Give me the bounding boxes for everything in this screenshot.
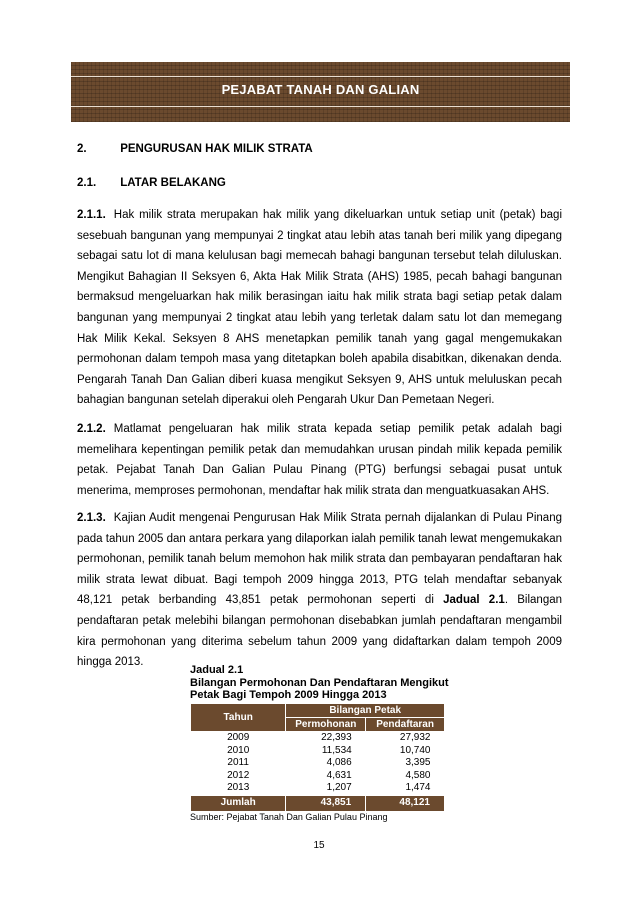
paragraph-text: Kajian Audit mengenai Pengurusan Hak Milik Strata pernah dijalankan di Pulau Pinang pada tahun 2005 dan antara perkara yang dilaporkan ialah pemilik tanah lewat mengemukakan permohonan, pemilik tanah belum memohon hak milik strata dan pembayaran pendaftaran hak milik strata lewat dibuat. Bagi tempoh 2009 hingga 2013, PTG telah mendaftar sebanyak 48,121 petak berbanding 43,851 petak permohonan seperti di bbox=[77, 512, 562, 607]
paragraph-number: 2.1.3. bbox=[77, 512, 106, 524]
data-table bbox=[190, 703, 445, 812]
cell-applications: 1,207 bbox=[326, 782, 352, 793]
paragraph-text: Hak milik strata merupakan hak milik yang dikeluarkan untuk setiap unit (petak) bagi sesebuah bangunan yang mempunyai 2 tingkat atau lebih atas tanah beri milik yang dipegang sebagai satu lot di mana kelulusan bagi memecah bahagi bangunan tersebut telah diluluskan. Mengikut Bahagian II Seksyen 6, Akta Hak Milik Strata (AHS) 1985, pecah bahagi bangunan bermaksud mengeluarkan hak milik berasingan iaitu hak milik strata bagi setiap petak dalam bangunan yang mempunyai 2 tingkat atau lebih yang terletak dalam satu lot dan memegang Hak Milik Kekal. Seksyen 8 AHS menetapkan pemilik tanah yang gagal mengemukakan permohonan dalam tempoh masa yang ditetapkan boleh apabila disabitkan, dikenakan denda. Pengarah Tanah Dan Galian diberi kuasa mengikut Seksyen 9, AHS untuk meluluskan pecah bahagian bangunan setelah diperakui oleh Pengarah Ukur Dan Pemetaan Negeri. bbox=[77, 209, 562, 407]
cell-year: 2009 bbox=[227, 732, 250, 743]
cell-registrations: 3,395 bbox=[405, 757, 431, 768]
table-row bbox=[191, 732, 445, 745]
table-row bbox=[191, 745, 445, 758]
table-caption-title-1: Bilangan Permohonan Dan Pendaftaran Mengikut bbox=[190, 676, 449, 689]
total-applications: 43,851 bbox=[286, 795, 366, 811]
cell-year: 2013 bbox=[227, 782, 250, 793]
banner-title: PEJABAT TANAH DAN GALIAN bbox=[221, 82, 420, 97]
banner-rule-bottom bbox=[71, 106, 570, 107]
header-registrations: Pendaftaran bbox=[366, 718, 445, 732]
paragraph-text: Matlamat pengeluaran hak milik strata kepada setiap pemilik petak adalah bagi memelihara kepentingan pemilik petak dan memudahkan urusan pindah milik kepada pemilik petak. Pejabat Tanah Dan Galian Pulau Pinang (PTG) berfungsi sebagai pusat untuk menerima, memproses permohonan, mendaftar hak milik strata dan menguatkuasakan AHS. bbox=[77, 423, 562, 497]
subsection-title: LATAR BELAKANG bbox=[120, 177, 226, 189]
cell-registrations: 4,580 bbox=[405, 769, 431, 781]
banner-rule-top bbox=[71, 76, 570, 77]
total-label: Jumlah bbox=[191, 795, 286, 811]
cell-registrations: 1,474 bbox=[405, 782, 431, 793]
header-year: Tahun bbox=[191, 704, 286, 732]
cell-year: 2011 bbox=[227, 757, 249, 768]
cell-year: 2012 bbox=[227, 769, 250, 781]
paragraph-number: 2.1.1. bbox=[77, 209, 106, 221]
cell-applications: 11,534 bbox=[321, 744, 352, 756]
table-row bbox=[191, 770, 445, 783]
cell-applications: 22,393 bbox=[321, 732, 352, 743]
cell-applications: 4,631 bbox=[326, 769, 352, 781]
cell-registrations: 27,932 bbox=[399, 732, 431, 743]
header-applications: Permohonan bbox=[286, 718, 366, 732]
subsection-heading bbox=[77, 177, 226, 189]
header-banner bbox=[71, 62, 570, 122]
table-reference: Jadual 2.1 bbox=[443, 594, 505, 607]
paragraph-number: 2.1.2. bbox=[77, 423, 106, 435]
header-group: Bilangan Petak bbox=[286, 704, 445, 718]
table-caption bbox=[190, 664, 449, 702]
table-row bbox=[191, 757, 445, 770]
cell-registrations: 10,740 bbox=[399, 744, 431, 756]
table-row bbox=[191, 782, 445, 795]
paragraph-text-cont: . Bilangan pendaftaran petak melebihi bilangan permohonan disebabkan jumlah pendaftaran mengambil kira permohonan yang diterima sebelum tahun 2009 yang didaftarkan dalam tempoh 2009 hingga 2013. bbox=[77, 594, 563, 669]
paragraph-2-1-3 bbox=[77, 508, 562, 673]
table-caption-number: Jadual 2.1 bbox=[190, 664, 244, 676]
table-total-row bbox=[191, 795, 445, 811]
cell-applications: 4,086 bbox=[326, 757, 352, 768]
cell-year: 2010 bbox=[227, 744, 250, 756]
section-heading bbox=[77, 143, 313, 155]
subsection-number: 2.1. bbox=[77, 177, 97, 189]
paragraph-2-1-1 bbox=[77, 205, 562, 411]
section-title: PENGURUSAN HAK MILIK STRATA bbox=[120, 143, 313, 155]
section-number: 2. bbox=[77, 143, 87, 155]
paragraph-2-1-2 bbox=[77, 419, 562, 501]
total-registrations: 48,121 bbox=[366, 795, 445, 811]
table-caption-title-2: Petak Bagi Tempoh 2009 Hingga 2013 bbox=[190, 689, 387, 701]
table-source: Sumber: Pejabat Tanah Dan Galian Pulau Pinang bbox=[190, 812, 388, 822]
page-number: 15 bbox=[313, 840, 325, 851]
